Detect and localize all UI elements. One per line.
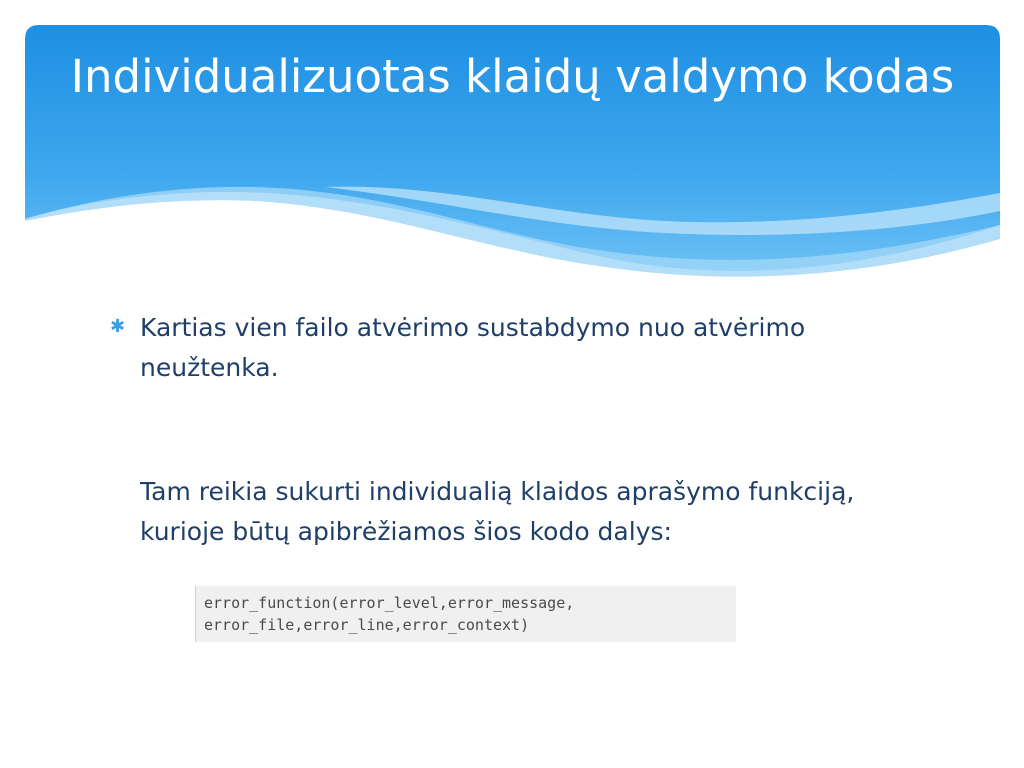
- asterisk-icon: ✱: [110, 316, 126, 337]
- bullet-text: Kartias vien failo atvėrimo sustabdymo nuo atvėrimo neužtenka.: [140, 313, 806, 382]
- code-snippet: [195, 586, 736, 642]
- slide-title: Individualizuotas klaidų valdymo kodas: [70, 50, 955, 103]
- bullet-paragraph: Tam reikia sukurti individualią klaidos aprašymo funkciją, kurioje būtų apibrėžiamos šios kodo dalys:: [140, 477, 855, 546]
- slide-body: [110, 308, 930, 552]
- code-line: error_function(error_level,error_message,: [204, 594, 575, 612]
- paragraph-spacer: [140, 388, 930, 472]
- code-line: error_file,error_line,error_context): [204, 616, 530, 634]
- bullet-item: [110, 308, 930, 552]
